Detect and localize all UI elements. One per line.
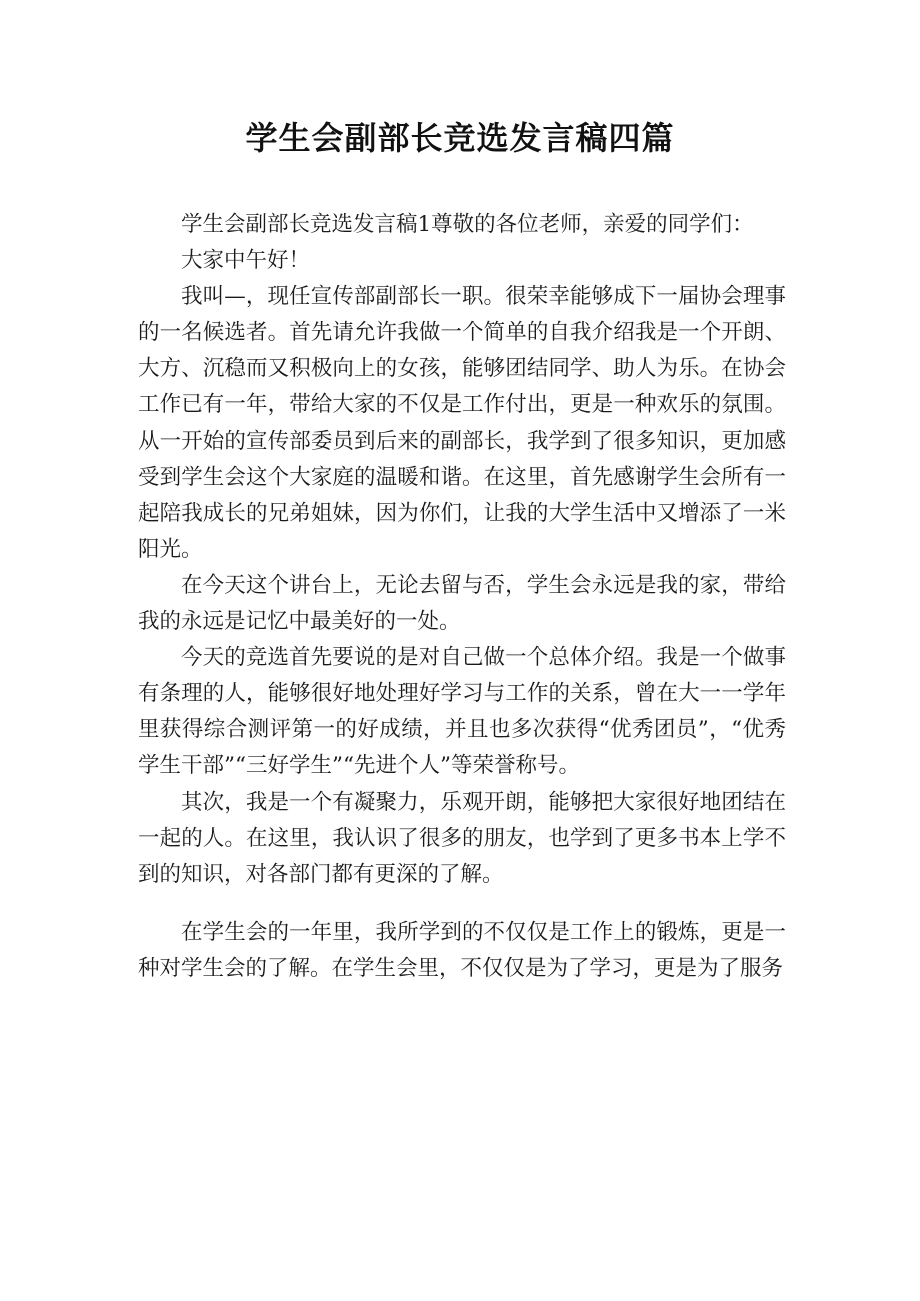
document-title: 学生会副部长竞选发言稿四篇 [245,119,675,157]
paragraph-podium: 在今天这个讲台上，无论去留与否，学生会永远是我的家，带给我的永远是记忆中最美好的一处。 [138,572,786,635]
document-body [138,207,786,987]
paragraph-hello: 大家中午好！ [181,248,311,274]
paragraph-self-overview: 今天的竞选首先要说的是对自己做一个总体介绍。我是一个做事有条理的人，能够很好地处理好学习与工作的关系，曾在大一一学年里获得综合测评第一的好成绩，并且也多次获得“优秀团员”，“优秀学生干部”“三好学生”“先进个人”等荣誉称号。 [138,645,786,779]
paragraph-introduction: 我叫—，现任宣传部副部长一职。很荣幸能够成下一届协会理事的一名候选者。首先请允许我做一个简单的自我介绍我是一个开朗、大方、沉稳而又积极向上的女孩，能够团结同学、助人为乐。在协会工作已有一年，带给大家的不仅是工作付出，更是一种欢乐的氛围。从一开始的宣传部委员到后来的副部长，我学到了很多知识，更加感受到学生会这个大家庭的温暖和谐。在这里，首先感谢学生会所有一起陪我成长的兄弟姐妹，因为你们，让我的大学生活中又增添了一米阳光。 [138,284,786,562]
paragraph-cohesion: 其次，我是一个有凝聚力，乐观开朗，能够把大家很好地团结在一起的人。在这里，我认识了很多的朋友，也学到了更多书本上学不到的知识，对各部门都有更深的了解。 [138,789,786,887]
paragraph-greeting: 学生会副部长竞选发言稿1尊敬的各位老师，亲爱的同学们： [181,212,754,237]
paragraph-year-in-council: 在学生会的一年里，我所学到的不仅仅是工作上的锻炼，更是一种对学生会的了解。在学生会里，不仅仅是为了学习，更是为了服务 [138,919,786,981]
